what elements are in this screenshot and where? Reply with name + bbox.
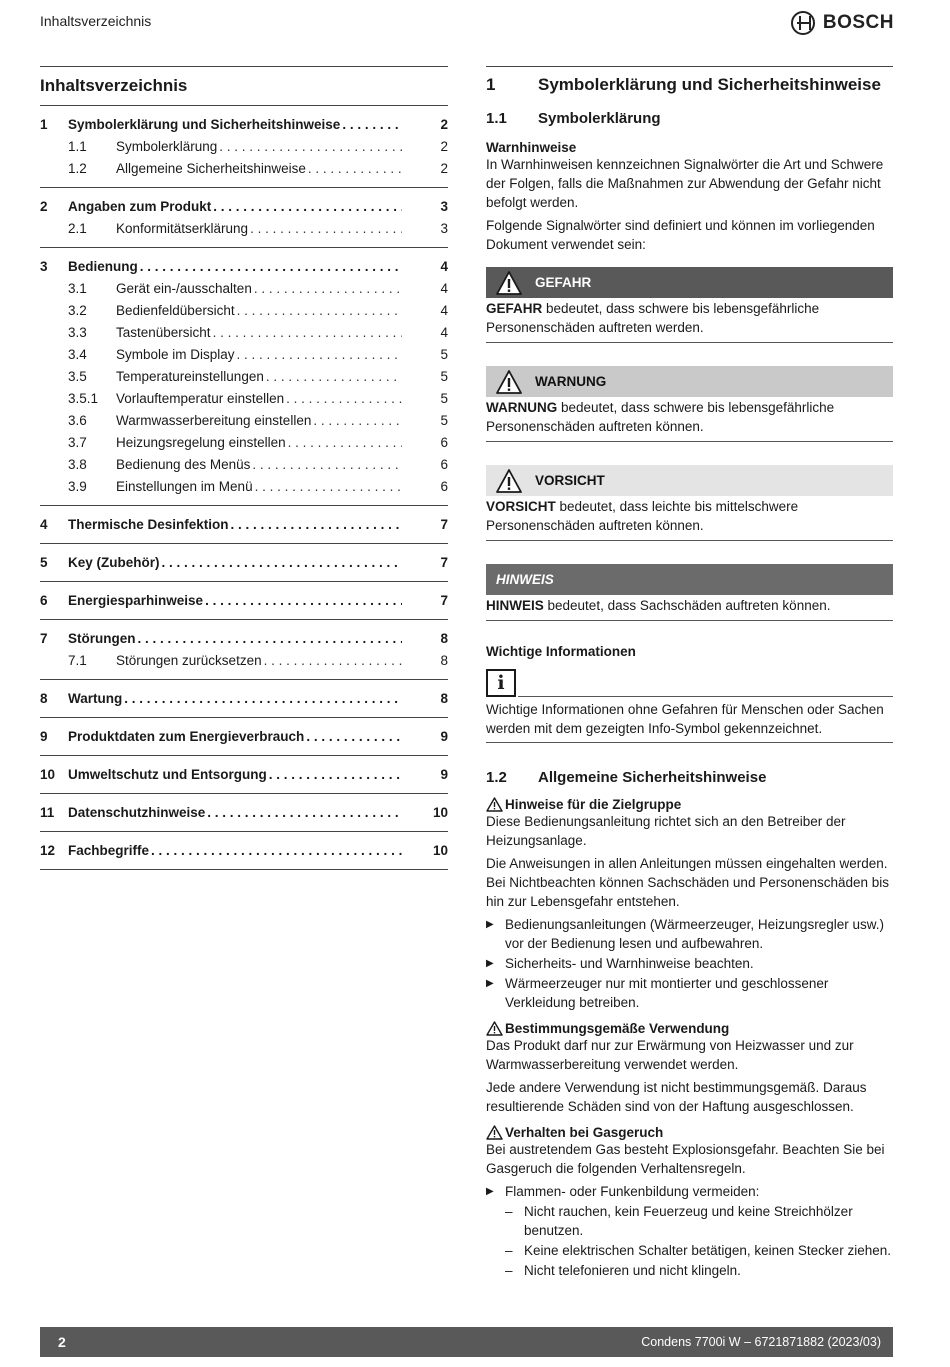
bosch-logo bbox=[791, 11, 894, 35]
toc-group bbox=[40, 248, 448, 506]
verwendung-heading bbox=[486, 1021, 893, 1036]
toc-entry-page: 2 bbox=[440, 161, 448, 176]
vorsicht-bar bbox=[486, 465, 893, 496]
toc-entry-title: Produktdaten zum Energieverbrauch bbox=[68, 729, 305, 744]
toc-chapter-entry[interactable] bbox=[40, 764, 448, 786]
toc-leader-dots bbox=[342, 114, 402, 136]
toc-entry-number: 3.6 bbox=[68, 413, 87, 428]
toc-entry-title: Bedienfeldübersicht bbox=[116, 303, 235, 318]
toc-leader-dots bbox=[288, 432, 402, 454]
toc-entry-title: Einstellungen im Menü bbox=[116, 479, 253, 494]
bosch-armature-icon bbox=[791, 11, 815, 35]
toc-group bbox=[40, 544, 448, 582]
section-heading-1-2 bbox=[486, 769, 893, 786]
toc-entry-page: 6 bbox=[440, 479, 448, 494]
gefahr-label: GEFAHR bbox=[535, 275, 592, 290]
toc-entry-title: Gerät ein-/ausschalten bbox=[116, 281, 252, 296]
toc-section-entry[interactable] bbox=[40, 410, 448, 432]
gefahr-bar bbox=[486, 267, 893, 298]
toc-entry-number: 3.5.1 bbox=[68, 391, 99, 406]
toc-entry-page: 3 bbox=[440, 221, 448, 236]
warning-triangle-icon bbox=[496, 270, 522, 296]
list-item-text: Sicherheits- und Warnhinweise beachten. bbox=[505, 956, 754, 971]
toc-entry-title: Symbolerklärung und Sicherheitshinweise bbox=[68, 117, 341, 132]
toc-chapter-entry[interactable] bbox=[40, 840, 448, 862]
toc-chapter-entry[interactable] bbox=[40, 726, 448, 748]
toc-leader-dots bbox=[207, 802, 402, 824]
toc-chapter-entry[interactable] bbox=[40, 552, 448, 574]
zielgruppe-bullet-list bbox=[486, 915, 893, 1012]
section-number: 1 bbox=[486, 75, 496, 94]
toc-entry-title: Thermische Desinfektion bbox=[68, 517, 229, 532]
toc-entry-page: 6 bbox=[440, 457, 448, 472]
list-item bbox=[486, 954, 893, 973]
zielgruppe-heading bbox=[486, 797, 893, 812]
verwendung-paragraph-2: Jede andere Verwendung ist nicht bestimmungsgemäß. Daraus resultierende Schäden sind von der Haftung ausgeschlossen. bbox=[486, 1080, 867, 1114]
dash-glyph: – bbox=[505, 1204, 513, 1219]
toc-group bbox=[40, 832, 448, 870]
toc-leader-dots bbox=[313, 410, 402, 432]
zielgruppe-paragraph-1: Diese Bedienungsanleitung richtet sich an den Betreiber der Heizungsanlage. bbox=[486, 814, 846, 848]
section-number: 1.1 bbox=[486, 110, 507, 127]
zielgruppe-title: Hinweise für die Zielgruppe bbox=[505, 797, 682, 812]
dash-item-text: Keine elektrischen Schalter betätigen, keinen Stecker ziehen. bbox=[524, 1243, 891, 1258]
page-number: 2 bbox=[58, 1334, 66, 1350]
toc-entry-number: 4 bbox=[40, 517, 48, 532]
hinweis-text-block bbox=[486, 595, 893, 621]
toc-entry-page: 5 bbox=[440, 347, 448, 362]
toc-entry-number: 3 bbox=[40, 259, 48, 274]
toc-entry-page: 5 bbox=[440, 413, 448, 428]
toc-leader-dots bbox=[306, 726, 402, 748]
toc-section-entry[interactable] bbox=[40, 388, 448, 410]
toc-section-entry[interactable] bbox=[40, 432, 448, 454]
toc-section-entry[interactable] bbox=[40, 158, 448, 180]
warnung-bar bbox=[486, 366, 893, 397]
page-footer bbox=[40, 1327, 893, 1357]
hinweis-label: HINWEIS bbox=[496, 572, 554, 587]
toc-group bbox=[40, 718, 448, 756]
hinweis-bar bbox=[486, 564, 893, 595]
toc-entry-page: 2 bbox=[440, 139, 448, 154]
toc-entry-page: 7 bbox=[440, 555, 448, 570]
toc-entry-number: 3.3 bbox=[68, 325, 87, 340]
toc-entry-number: 3.2 bbox=[68, 303, 87, 318]
dash-item bbox=[486, 1261, 893, 1280]
warning-triangle-icon bbox=[496, 369, 522, 395]
toc-entry-number: 7 bbox=[40, 631, 48, 646]
toc-entry-title: Temperatureinstellungen bbox=[116, 369, 264, 384]
info-symbol-row bbox=[486, 669, 893, 697]
toc-group bbox=[40, 506, 448, 544]
toc-group bbox=[40, 680, 448, 718]
toc-leader-dots bbox=[138, 628, 403, 650]
toc-entry-title: Konformitätserklärung bbox=[116, 221, 249, 236]
dash-item bbox=[486, 1241, 893, 1260]
toc-leader-dots bbox=[162, 552, 402, 574]
toc-entry-title: Warmwasserbereitung einstellen bbox=[116, 413, 312, 428]
toc-entry-page: 2 bbox=[440, 117, 448, 132]
toc-leader-dots bbox=[266, 366, 402, 388]
toc-group bbox=[40, 188, 448, 248]
toc-entry-title: Symbole im Display bbox=[116, 347, 235, 362]
toc-entry-page: 7 bbox=[440, 593, 448, 608]
toc-entry-page: 5 bbox=[440, 391, 448, 406]
toc-leader-dots bbox=[250, 218, 402, 240]
toc-entry-number: 11 bbox=[40, 805, 55, 820]
toc-chapter-entry[interactable] bbox=[40, 256, 448, 278]
toc-section-entry[interactable] bbox=[40, 344, 448, 366]
toc-section-entry[interactable] bbox=[40, 322, 448, 344]
toc-entry-title: Tastenübersicht bbox=[116, 325, 211, 340]
toc-entry-number: 1.1 bbox=[68, 139, 87, 154]
toc-leader-dots bbox=[237, 300, 402, 322]
warning-triangle-icon bbox=[496, 468, 522, 494]
toc-section-entry[interactable] bbox=[40, 454, 448, 476]
toc-section-entry[interactable] bbox=[40, 218, 448, 240]
toc-leader-dots bbox=[255, 476, 402, 498]
gasgeruch-heading bbox=[486, 1125, 893, 1140]
toc-entry-number: 7.1 bbox=[68, 653, 87, 668]
toc-chapter-entry[interactable] bbox=[40, 802, 448, 824]
toc-entry-title: Störungen zurücksetzen bbox=[116, 653, 262, 668]
toc-entry-number: 1 bbox=[40, 117, 48, 132]
toc-entry-title: Angaben zum Produkt bbox=[68, 199, 212, 214]
section-title: Symbolerklärung und Sicherheitshinweise bbox=[538, 75, 881, 94]
verwendung-title: Bestimmungsgemäße Verwendung bbox=[505, 1021, 730, 1036]
verwendung-paragraph-1: Das Produkt darf nur zur Erwärmung von Heizwasser und zur Warmwasserbereitung verwendet werden. bbox=[486, 1038, 854, 1072]
toc-group bbox=[40, 756, 448, 794]
running-header: Inhaltsverzeichnis bbox=[40, 13, 152, 29]
toc-leader-dots bbox=[124, 688, 402, 710]
gefahr-text-block bbox=[486, 298, 893, 343]
gefahr-word: GEFAHR bbox=[486, 301, 543, 316]
toc-leader-dots bbox=[213, 322, 402, 344]
toc-entry-number: 2 bbox=[40, 199, 48, 214]
warnung-word: WARNUNG bbox=[486, 400, 558, 415]
toc-section-entry[interactable] bbox=[40, 278, 448, 300]
warnung-text: bedeutet, dass schwere bis lebensgefährliche Personenschäden auftreten können. bbox=[486, 400, 835, 434]
toc-entry-page: 7 bbox=[440, 517, 448, 532]
toc-entry-number: 3.1 bbox=[68, 281, 87, 296]
wichtige-informationen-heading: Wichtige Informationen bbox=[486, 644, 636, 659]
toc-section-entry[interactable] bbox=[40, 650, 448, 672]
warnung-label: WARNUNG bbox=[535, 374, 607, 389]
wichtige-informationen-text: Wichtige Informationen ohne Gefahren für Menschen oder Sachen werden mit dem gezeigten Info-Symbol gekennzeichnet. bbox=[486, 697, 893, 743]
toc-entry-title: Bedienung bbox=[68, 259, 138, 274]
toc-entry-title: Fachbegriffe bbox=[68, 843, 150, 858]
toc-leader-dots bbox=[254, 278, 402, 300]
toc-entry-number: 8 bbox=[40, 691, 48, 706]
dash-item-text: Nicht telefonieren und nicht klingeln. bbox=[524, 1263, 741, 1278]
toc-section-entry[interactable] bbox=[40, 136, 448, 158]
vorsicht-word: VORSICHT bbox=[486, 499, 556, 514]
toc-entry-page: 10 bbox=[432, 805, 448, 820]
gasgeruch-title: Verhalten bei Gasgeruch bbox=[505, 1125, 664, 1140]
toc-leader-dots bbox=[264, 650, 402, 672]
warning-triangle-icon bbox=[486, 1021, 503, 1036]
toc-entry-page: 8 bbox=[440, 691, 448, 706]
hinweis-text: bedeutet, dass Sachschäden auftreten können. bbox=[543, 598, 831, 613]
bullet-arrow-icon: ▶ bbox=[486, 958, 494, 969]
toc-leader-dots bbox=[237, 344, 402, 366]
dash-item bbox=[486, 1202, 893, 1240]
toc-leader-dots bbox=[252, 454, 402, 476]
toc-entry-title: Wartung bbox=[68, 691, 123, 706]
vorsicht-text-block bbox=[486, 496, 893, 541]
toc-entry-page: 8 bbox=[440, 631, 448, 646]
toc-leader-dots bbox=[151, 840, 402, 862]
toc-leader-dots bbox=[308, 158, 402, 180]
list-item bbox=[486, 1182, 893, 1201]
gasgeruch-paragraph: Bei austretendem Gas besteht Explosionsgefahr. Beachten Sie bei Gasgeruch die folgenden Verhaltensregeln. bbox=[486, 1142, 885, 1176]
warning-triangle-icon bbox=[486, 797, 503, 812]
list-item bbox=[486, 974, 893, 1012]
toc-entry-title: Umweltschutz und Entsorgung bbox=[68, 767, 267, 782]
list-item-text: Wärmeerzeuger nur mit montierter und geschlossener Verkleidung betreiben. bbox=[505, 976, 829, 1010]
dash-item-text: Nicht rauchen, kein Feuerzeug und keine Streichhölzer benutzen. bbox=[524, 1204, 853, 1238]
toc-entry-page: 4 bbox=[440, 259, 448, 274]
section-heading-1 bbox=[486, 75, 893, 95]
section-title: Symbolerklärung bbox=[538, 110, 661, 127]
toc-leader-dots bbox=[140, 256, 402, 278]
toc-entry-number: 3.4 bbox=[68, 347, 87, 362]
toc-chapter-entry[interactable] bbox=[40, 688, 448, 710]
toc-entry-number: 3.7 bbox=[68, 435, 87, 450]
toc-entry-title: Allgemeine Sicherheitshinweise bbox=[116, 161, 306, 176]
toc-chapter-entry[interactable] bbox=[40, 196, 448, 218]
toc-leader-dots bbox=[219, 136, 402, 158]
toc-entry-title: Vorlauftemperatur einstellen bbox=[116, 391, 285, 406]
toc-entry-page: 3 bbox=[440, 199, 448, 214]
dash-glyph: – bbox=[505, 1263, 513, 1278]
toc-entry-title: Datenschutzhinweise bbox=[68, 805, 206, 820]
toc-entry-title: Key (Zubehör) bbox=[68, 555, 160, 570]
toc-entry-page: 5 bbox=[440, 369, 448, 384]
toc-group bbox=[40, 794, 448, 832]
toc-entry-page: 4 bbox=[440, 281, 448, 296]
vorsicht-text: bedeutet, dass leichte bis mittelschwere Personenschäden auftreten können. bbox=[486, 499, 799, 533]
toc-leader-dots bbox=[269, 764, 402, 786]
toc-group bbox=[40, 620, 448, 680]
table-of-contents bbox=[40, 66, 448, 870]
list-item-text: Flammen- oder Funkenbildung vermeiden: bbox=[505, 1184, 760, 1199]
toc-entry-number: 1.2 bbox=[68, 161, 87, 176]
toc-entry-page: 4 bbox=[440, 303, 448, 318]
vorsicht-label: VORSICHT bbox=[535, 473, 605, 488]
toc-entry-title: Störungen bbox=[68, 631, 136, 646]
toc-section-entry[interactable] bbox=[40, 300, 448, 322]
toc-entry-title: Symbolerklärung bbox=[116, 139, 218, 154]
list-item-text: Bedienungsanleitungen (Wärmeerzeuger, Heizungsregler usw.) vor der Bedienung lesen und aufbewahren. bbox=[505, 917, 884, 951]
info-icon: i bbox=[486, 669, 516, 697]
toc-entry-page: 9 bbox=[440, 767, 448, 782]
document-id: Condens 7700i W – 6721871882 (2023/03) bbox=[641, 1335, 881, 1349]
toc-entry-number: 12 bbox=[40, 843, 56, 858]
toc-entry-title: Heizungsregelung einstellen bbox=[116, 435, 286, 450]
gefahr-text: bedeutet, dass schwere bis lebensgefährliche Personenschäden auftreten werden. bbox=[486, 301, 820, 335]
main-content bbox=[486, 66, 893, 1280]
list-item bbox=[486, 915, 893, 953]
toc-entry-number: 6 bbox=[40, 593, 48, 608]
toc-entry-page: 4 bbox=[440, 325, 448, 340]
toc-entry-number: 5 bbox=[40, 555, 48, 570]
toc-entry-number: 3.5 bbox=[68, 369, 87, 384]
toc-leader-dots bbox=[213, 196, 402, 218]
toc-entry-number: 10 bbox=[40, 767, 56, 782]
warnhinweise-heading: Warnhinweise bbox=[486, 140, 577, 155]
toc-entry-page: 10 bbox=[432, 843, 448, 858]
toc-entry-title: Bedienung des Menüs bbox=[116, 457, 251, 472]
toc-entry-title: Energiesparhinweise bbox=[68, 593, 204, 608]
section-number: 1.2 bbox=[486, 769, 507, 786]
signal-intro-text: Folgende Signalwörter sind definiert und können im vorliegenden Dokument verwendet sein: bbox=[486, 218, 875, 252]
zielgruppe-paragraph-2: Die Anweisungen in allen Anleitungen müssen eingehalten werden. Bei Nichtbeachten können Sachschäden und Personenschäden bis hin zur Lebensgefahr entstehen. bbox=[486, 856, 890, 909]
hinweis-word: HINWEIS bbox=[486, 598, 544, 613]
toc-chapter-entry[interactable] bbox=[40, 590, 448, 612]
section-heading-1-1 bbox=[486, 110, 893, 127]
logo-text: BOSCH bbox=[822, 12, 894, 33]
toc-leader-dots bbox=[286, 388, 402, 410]
bullet-arrow-icon: ▶ bbox=[486, 919, 494, 930]
toc-chapter-entry[interactable] bbox=[40, 628, 448, 650]
bullet-arrow-icon: ▶ bbox=[486, 1186, 494, 1197]
dash-glyph: – bbox=[505, 1243, 513, 1258]
toc-leader-dots bbox=[205, 590, 402, 612]
toc-entry-number: 3.9 bbox=[68, 479, 87, 494]
toc-section-entry[interactable] bbox=[40, 476, 448, 498]
warnung-text-block bbox=[486, 397, 893, 442]
toc-section-entry[interactable] bbox=[40, 366, 448, 388]
warnhinweise-text: In Warnhinweisen kennzeichnen Signalwörter die Art und Schwere der Folgen, falls die Maßnahmen zur Abwendung der Gefahr nicht befolgt werden. bbox=[486, 157, 884, 210]
toc-entry-page: 6 bbox=[440, 435, 448, 450]
toc-entry-number: 3.8 bbox=[68, 457, 87, 472]
bullet-arrow-icon: ▶ bbox=[486, 978, 494, 989]
toc-entry-number: 9 bbox=[40, 729, 48, 744]
toc-group bbox=[40, 582, 448, 620]
divider bbox=[518, 696, 893, 697]
toc-group bbox=[40, 106, 448, 188]
toc-chapter-entry[interactable] bbox=[40, 514, 448, 536]
warning-triangle-icon bbox=[486, 1125, 503, 1140]
toc-entry-page: 9 bbox=[440, 729, 448, 744]
toc-heading: Inhaltsverzeichnis bbox=[40, 67, 448, 106]
toc-leader-dots bbox=[231, 514, 402, 536]
section-title: Allgemeine Sicherheitshinweise bbox=[538, 769, 767, 786]
toc-entry-page: 8 bbox=[440, 653, 448, 668]
toc-chapter-entry[interactable] bbox=[40, 114, 448, 136]
toc-entry-number: 2.1 bbox=[68, 221, 87, 236]
